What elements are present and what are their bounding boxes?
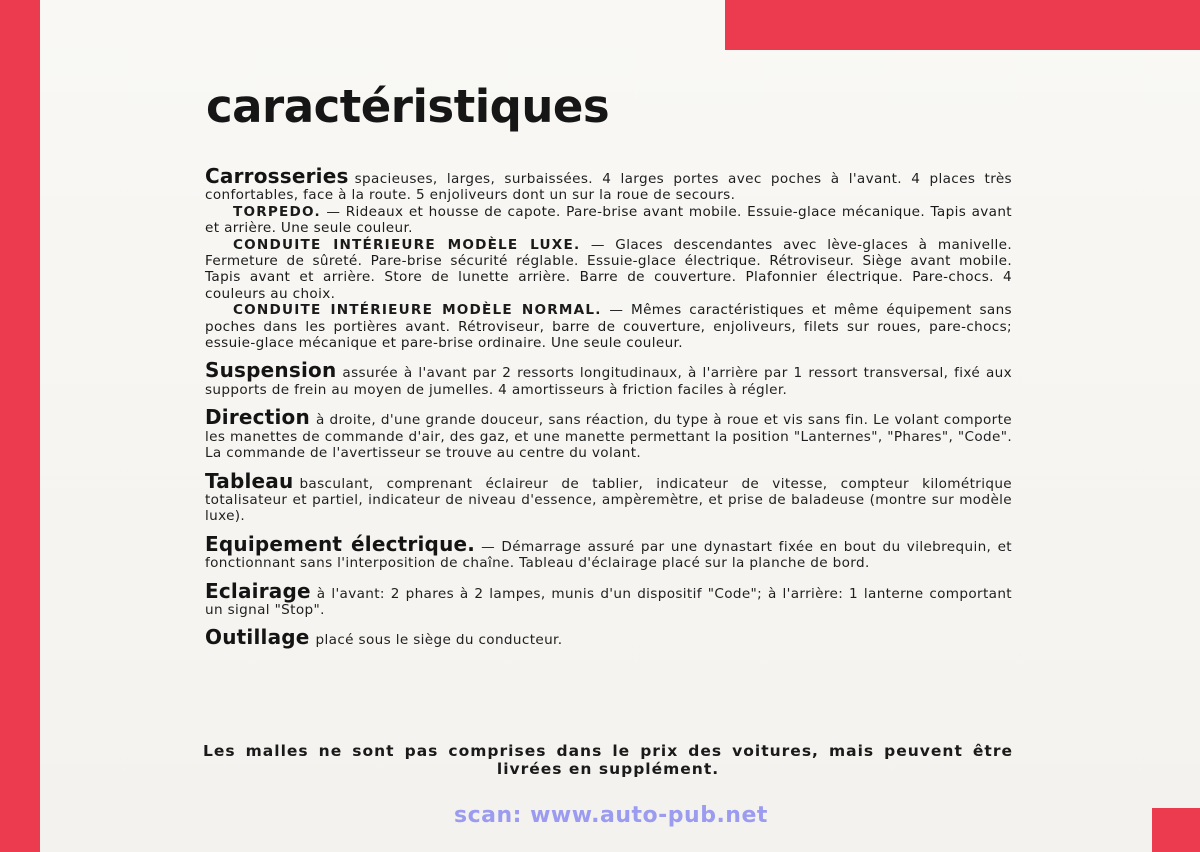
section-carrosseries <box>205 164 1012 204</box>
section-text: à l'avant: 2 phares à 2 lampes, munis d'un dispositif "Code"; à l'arrière: 1 lanterne comportant un signal "Stop". <box>205 585 1012 618</box>
section-eclairage <box>205 578 1012 619</box>
section-direction <box>205 405 1012 462</box>
red-band-top <box>725 0 1200 50</box>
page-title: caractéristiques <box>206 80 610 133</box>
specifications-body <box>205 164 1012 650</box>
section-heading: Outillage <box>205 625 310 650</box>
subsection-heading: CONDUITE INTÉRIEURE MODÈLE LUXE. <box>233 236 581 253</box>
section-text: assurée à l'avant par 2 ressorts longitudinaux, à l'arrière par 1 ressort transversal, fixé aux supports de frein au moyen de jumelles. 4 amortisseurs à friction faciles à régler. <box>205 365 1012 398</box>
footer-note: Les malles ne sont pas comprises dans le prix des voitures, mais peuvent être livrées en supplément. <box>203 742 1013 778</box>
section-heading: Suspension <box>205 358 337 383</box>
subsection-conduite-normal <box>205 302 1012 351</box>
red-border-left <box>0 0 40 852</box>
subsection-heading: TORPEDO. <box>233 203 321 220</box>
subsection-text: — Mêmes caractéristiques et même équipement sans poches dans les portières avant. Rétroviseur, barre de couverture, enjoliveurs, filets sur roues, pare-chocs; essuie-glace mécanique et pare-brise ordinaire. Une seule couleur. <box>205 302 1012 352</box>
section-heading: Tableau <box>205 468 294 493</box>
section-heading: Eclairage <box>205 578 311 603</box>
section-suspension <box>205 358 1012 398</box>
section-text: basculant, comprenant éclaireur de tablier, indicateur de vitesse, compteur kilométrique totalisateur et partiel, indicateur de niveau d'essence, ampèremètre, et prise de baladeuse (montre sur modèle luxe). <box>205 475 1012 525</box>
section-heading: Equipement électrique. <box>205 531 476 556</box>
subsection-heading: CONDUITE INTÉRIEURE MODÈLE NORMAL. <box>233 302 602 319</box>
subsection-torpedo <box>205 204 1012 237</box>
section-text: à droite, d'une grande douceur, sans réaction, du type à roue et vis sans fin. Le volant comporte les manettes de commande d'air, des gaz, et une manette permettant la position "Lanternes", "Phares", "Code". La commande de l'avertisseur se trouve au centre du volant. <box>205 412 1012 462</box>
section-outillage <box>205 625 1012 650</box>
section-text: spacieuses, larges, surbaissées. 4 larges portes avec poches à l'avant. 4 places très confortables, face à la route. 5 enjoliveurs dont un sur la roue de secours. <box>205 171 1012 204</box>
section-equipement-electrique <box>205 531 1012 572</box>
subsection-text: — Glaces descendantes avec lève-glaces à manivelle. Fermeture de sûreté. Pare-brise sécurité réglable. Essuie-glace électrique. Rétroviseur. Siège avant mobile. Tapis avant et arrière. Store de lunette arrière. Barre de couverture. Plafonnier électrique. Pare-chocs. 4 couleurs au choix. <box>205 236 1012 302</box>
section-heading: Carrosseries <box>205 164 349 188</box>
red-corner-bottom <box>1152 808 1200 852</box>
subsection-conduite-luxe <box>205 237 1012 303</box>
section-text: placé sous le siège du conducteur. <box>315 632 563 649</box>
section-tableau <box>205 468 1012 525</box>
scan-watermark: scan: www.auto-pub.net <box>454 803 768 828</box>
section-text: — Démarrage assuré par une dynastart fixée en bout du vilebrequin, et fonctionnant sans l'interposition de chaîne. Tableau d'éclairage placé sur la planche de bord. <box>205 538 1012 572</box>
section-heading: Direction <box>205 405 310 430</box>
subsection-text: — Rideaux et housse de capote. Pare-brise avant mobile. Essuie-glace mécanique. Tapis avant et arrière. Une seule couleur. <box>205 203 1012 237</box>
